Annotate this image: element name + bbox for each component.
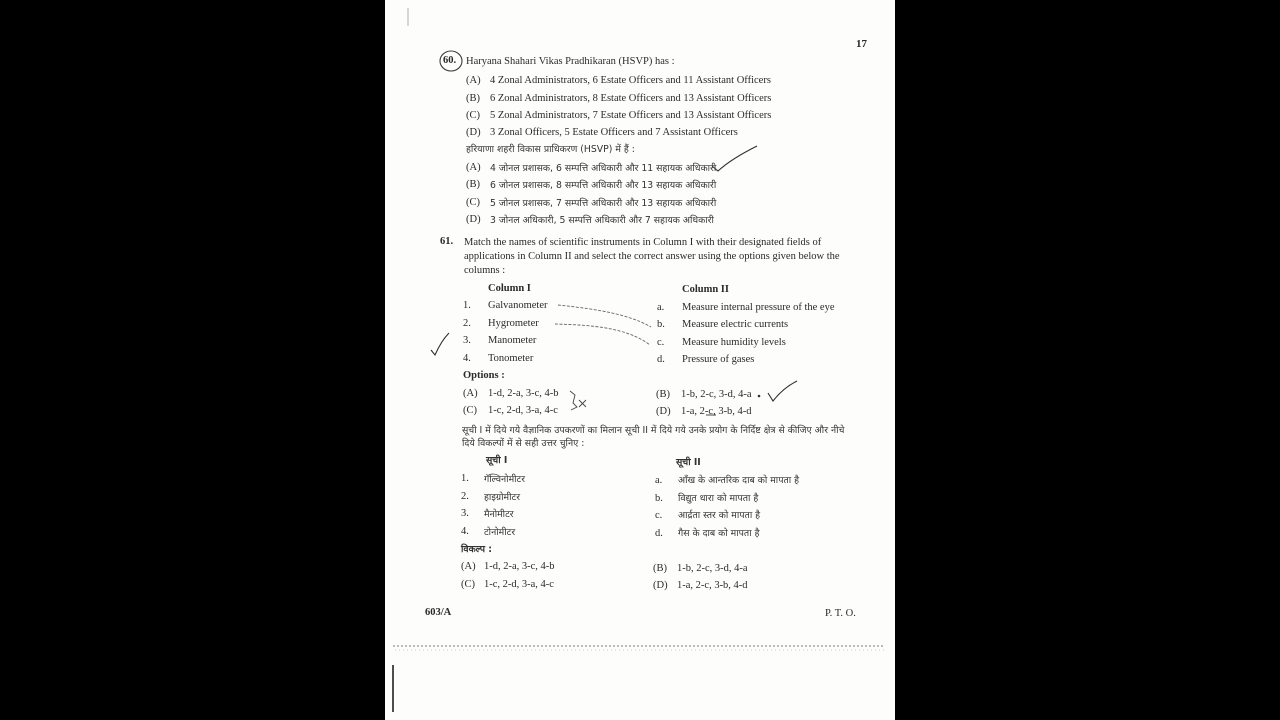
list-item: Measure humidity levels [682,337,786,348]
list-item: हाइग्रोमीटर [484,492,521,503]
bracket-mark-icon [570,391,577,410]
list-number: 2. [461,491,469,502]
option-text: 1-b, 2-c, 3-d, 4-a [677,563,748,574]
list-letter: b. [655,493,663,504]
option-label: (D) [466,127,481,138]
options-label: Options : [463,370,505,381]
list-number: 1. [463,300,471,311]
list-item: गैस के दाब को मापता है [678,528,760,539]
list-item: Galvanometer [488,300,548,311]
cross-mark-icon [579,400,586,407]
option-text: 5 जोनल प्रशासक, 7 सम्पत्ति अधिकारी और 13 सहायक अधिकारी [490,198,717,209]
column-1-header: Column I [488,283,531,294]
option-text: 3 जोनल अधिकारी, 5 सम्पत्ति अधिकारी और 7 सहायक अधिकारी [490,215,714,226]
option-label: (B) [466,93,480,104]
question-60-number: 60. [443,55,457,66]
list-letter: d. [657,354,665,365]
option-label: (B) [653,563,667,574]
option-text: 1-a, 2-c, 3-b, 4-d [681,406,752,417]
option-label: (B) [656,389,670,400]
question-60-stem-hi: हरियाणा शहरी विकास प्राधिकरण (HSVP) में हैं : [466,144,635,155]
column-2-header-hi: सूची II [676,457,701,468]
question-61-stem-line: Match the names of scientific instruments in Column I with their designated fields of [464,237,822,248]
tick-mark-icon [431,333,449,355]
list-item: Hygrometer [488,318,539,329]
list-item: Pressure of gases [682,354,755,365]
list-item: Manometer [488,335,537,346]
list-number: 2. [463,318,471,329]
option-label: (A) [466,75,481,86]
question-61-stem-line: columns : [464,265,506,276]
question-61-number: 61. [440,236,454,247]
handwritten-marks [385,0,895,720]
list-number: 3. [463,335,471,346]
option-label: (C) [466,197,480,208]
footer-code: 603/A [425,607,452,618]
option-text: 4 जोनल प्रशासक, 6 सम्पत्ति अधिकारी और 11 सहायक अधिकारी [490,163,717,174]
option-label: (D) [653,580,668,591]
match-line-icon [558,305,651,327]
options-label-hi: विकल्प : [461,544,492,555]
list-number: 4. [463,353,471,364]
list-item: आर्द्रता स्तर को मापता है [678,510,761,521]
option-text: 1-c, 2-d, 3-a, 4-c [488,405,558,416]
column-2-header: Column II [682,284,729,295]
list-item: Measure internal pressure of the eye [682,302,835,313]
option-text: 6 Zonal Administrators, 8 Estate Officers and 13 Assistant Officers [490,93,772,104]
option-label: (B) [466,179,480,190]
list-item: विद्युत धारा को मापता है [678,493,759,504]
list-letter: b. [657,319,665,330]
list-letter: a. [655,475,663,486]
list-item: Tonometer [488,353,534,364]
list-number: 4. [461,526,469,537]
tick-mark-icon [768,381,797,401]
list-item: गॅल्विनोमीटर [484,474,526,485]
option-text: 1-d, 2-a, 3-c, 4-b [484,561,555,572]
question-61-stem-hi-line: सूची I में दिये गये वैज्ञानिक उपकरणों का मिलान सूची II में दिये गये उनके प्रयोग के निर्दिष्ट क्षेत्र से कीजिए और नीचे [462,425,845,436]
list-letter: d. [655,528,663,539]
question-61-stem-line: applications in Column II and select the correct answer using the options given below the [464,251,840,262]
option-label: (D) [466,214,481,225]
list-item: आँख के आन्तरिक दाब को मापता है [678,475,800,486]
option-text: 4 Zonal Administrators, 6 Estate Officers and 11 Assistant Officers [490,75,771,86]
option-text: 1-a, 2-c, 3-b, 4-d [677,580,748,591]
list-letter: c. [655,510,663,521]
option-text: 1-d, 2-a, 3-c, 4-b [488,388,559,399]
list-letter: a. [657,302,665,313]
list-number: 3. [461,508,469,519]
option-text: 1-b, 2-c, 3-d, 4-a [681,389,752,400]
question-61-stem-hi-line: दिये विकल्पों में से सही उत्तर चुनिए : [462,438,585,449]
page-number: 17 [856,38,867,50]
list-letter: c. [657,337,665,348]
footer-pto: P. T. O. [825,608,856,619]
dot-mark-icon [758,395,761,398]
option-text: 5 Zonal Administrators, 7 Estate Officers and 13 Assistant Officers [490,110,772,121]
question-60-stem-en: Haryana Shahari Vikas Pradhikaran (HSVP) has : [466,56,675,67]
tick-mark-icon [712,146,757,171]
option-label: (C) [461,579,475,590]
list-number: 1. [461,473,469,484]
option-text: 1-c, 2-d, 3-a, 4-c [484,579,554,590]
exam-page [385,0,895,720]
option-label: (D) [656,406,671,417]
match-line-icon [555,324,650,345]
option-label: (A) [466,162,481,173]
option-label: (C) [466,110,480,121]
option-text: 6 जोनल प्रशासक, 8 सम्पत्ति अधिकारी और 13 सहायक अधिकारी [490,180,717,191]
list-item: Measure electric currents [682,319,789,330]
list-item: टोनोमीटर [484,527,516,538]
circle-mark-icon [440,51,462,71]
column-1-header-hi: सूची I [486,455,508,466]
option-label: (C) [463,405,477,416]
list-item: मैनोमीटर [484,509,514,520]
option-label: (A) [461,561,476,572]
option-text: 3 Zonal Officers, 5 Estate Officers and 7 Assistant Officers [490,127,738,138]
option-label: (A) [463,388,478,399]
